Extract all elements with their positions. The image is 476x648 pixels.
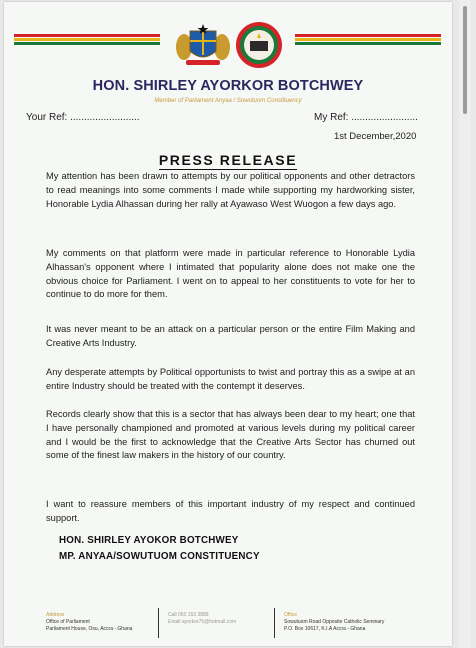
paragraph	[46, 323, 415, 351]
footer-address-line1: Office of Parliament	[46, 619, 90, 625]
coat-of-arms-icon	[174, 21, 232, 67]
footer-office-label: Office	[284, 612, 297, 618]
footer-divider	[274, 608, 275, 638]
paragraph	[46, 366, 415, 394]
footer-office-line1: Sowutuom Road Opposite Catholic Seminary	[284, 619, 385, 625]
paragraph	[46, 498, 415, 526]
footer-address	[46, 612, 132, 633]
heading-text: PRESS RELEASE	[158, 152, 298, 168]
paragraph	[46, 408, 415, 463]
footer-office	[284, 612, 384, 633]
footer-divider	[158, 608, 159, 638]
footer-address-line2: Parliament House, Osu, Accra - Ghana	[46, 626, 133, 632]
paragraph-text: I want to reassure members of this important industry of my respect and continued support.	[46, 499, 415, 523]
paragraph-text: Any desperate attempts by Political opportunists to twist and portray this as a swipe at an entire Industry should be treated with the contempt it deserves.	[46, 367, 415, 391]
party-logo-icon	[235, 21, 283, 69]
flag-stripes-right	[295, 34, 441, 46]
scrollbar-thumb[interactable]	[463, 6, 467, 114]
release-date: 1st December,2020	[334, 131, 417, 142]
paragraph	[46, 170, 415, 211]
footer-contact	[168, 612, 236, 626]
paragraph-text: My comments on that platform were made in particular reference to Honorable Lydia Alhassan's opponent where I intimated that popularity alone does not make one the obvious choice for Parliament. I went on to appeal to her constituents to vote for her to continue to do more for them.	[46, 248, 415, 300]
footer-email: Email ayorkor75@hotmail.com	[168, 619, 237, 625]
signature-name: HON. SHIRLEY AYOKOR BOTCHWEY	[59, 535, 239, 546]
footer-address-label: Address	[46, 612, 65, 618]
press-release-document	[4, 2, 452, 646]
footer-office-line2: P.O. Box 10617, K.I.A Accra - Ghana	[284, 626, 366, 632]
flag-stripes-left	[14, 34, 160, 46]
paragraph-text: Records clearly show that this is a sector that has always been dear to my heart; one that I have personally championed and promoted at various levels during my political career and I would be the first to acknowledge that the Creative Arts Sector has churned out some of the finest law makers in the history of our country.	[46, 409, 415, 461]
press-release-heading	[4, 152, 452, 168]
my-ref: My Ref: ........................	[314, 112, 418, 123]
mp-name: HON. SHIRLEY AYORKOR BOTCHWEY	[92, 78, 364, 94]
footer-phone: Call 050 153 3888	[168, 612, 209, 618]
paragraph	[46, 247, 415, 302]
paragraph-text: It was never meant to be an attack on a particular person or the entire Film Making and Creative Arts Industry.	[46, 324, 415, 348]
signature-constituency: MP. ANYAA/SOWUTUOM CONSTITUENCY	[59, 551, 260, 562]
paragraph-text: My attention has been drawn to attempts by our political opponents and other detractors to read meanings into some comments I made while supporting my hardworking sister, Honorable Lydia Alhassan during her rally at Ayawaso West Wuogon a few days ago.	[46, 171, 415, 209]
mp-subtitle: Member of Parliament Anyaa / Sowutuom Constituency	[154, 98, 302, 104]
your-ref: Your Ref: .........................	[26, 112, 140, 123]
